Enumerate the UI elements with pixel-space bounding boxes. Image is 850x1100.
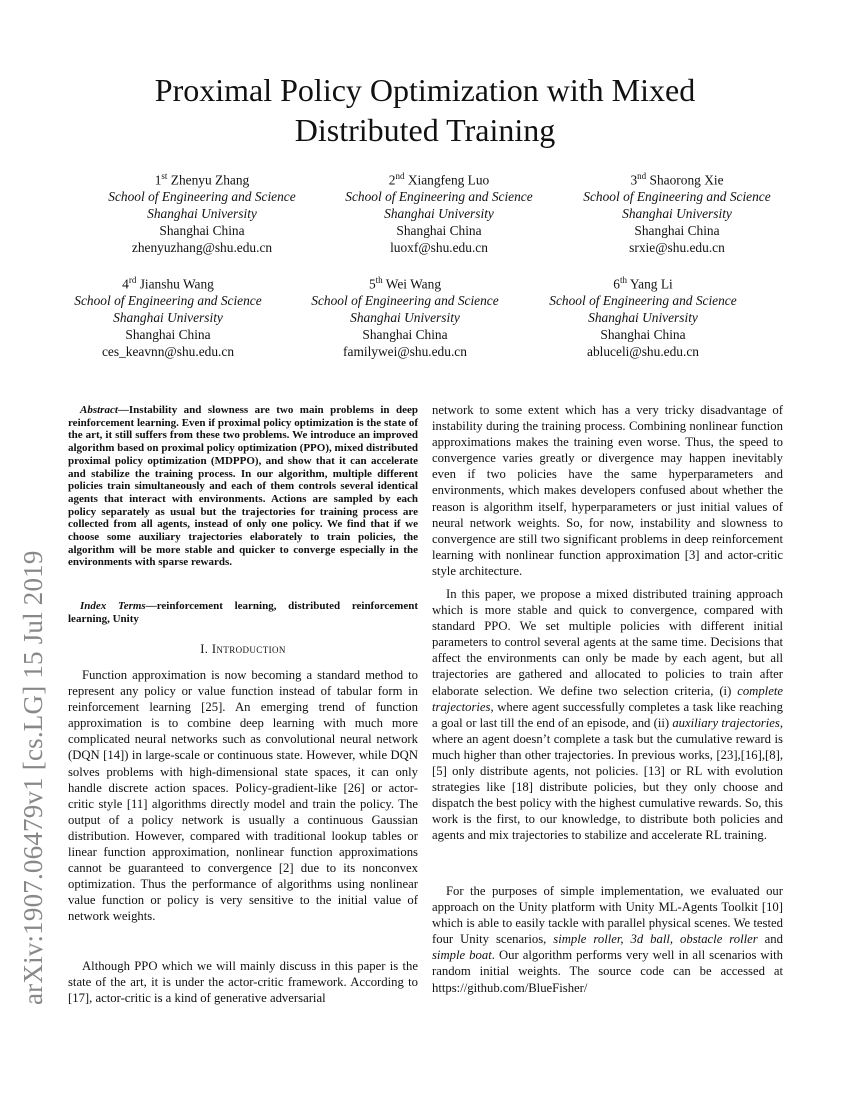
- author-email: luoxf@shu.edu.cn: [390, 240, 488, 256]
- term-auxiliary-trajectories: auxiliary trajectories: [672, 715, 780, 730]
- author-university: Shanghai University: [622, 206, 732, 222]
- author-block: [547, 168, 807, 256]
- index-terms: [68, 600, 418, 625]
- scenario-simple-boat: simple boat: [432, 948, 492, 963]
- author-school: School of Engineering and Science: [549, 293, 737, 309]
- section-title: Introduction: [211, 642, 286, 656]
- author-location: Shanghai China: [396, 223, 482, 239]
- section-heading: [68, 642, 418, 657]
- author-location: Shanghai China: [634, 223, 720, 239]
- author-school: School of Engineering and Science: [345, 189, 533, 205]
- scenario-names: simple roller, 3d ball, obstacle roller: [553, 932, 758, 947]
- author-name: 2nd Xiangfeng Luo: [388, 171, 490, 188]
- author-school: School of Engineering and Science: [108, 189, 296, 205]
- author-email: zhenyuzhang@shu.edu.cn: [131, 240, 273, 256]
- author-school: School of Engineering and Science: [311, 293, 499, 309]
- author-location: Shanghai China: [125, 327, 211, 343]
- right-paragraph-3: For the purposes of simple implementation, we evaluated our approach on the Unity platform with Unity ML-Agents Toolkit [10] which is able to easily tackle with parallel physical scenes. We tested four Unity scenarios, simple roller, 3d ball, obstacle roller and simple boat. Our algorithm performs very well in all scenarios with random initial weights. The source code can be accessed at https://github.com/BlueFisher/: [432, 884, 783, 995]
- author-block: [513, 272, 773, 360]
- right-paragraph-1: network to some extent which has a very tricky disadvantage of instability during the training process. Combining nonlinear function approximations makes the training even worse. Thus, the speed to convergence varies greatly or divergence may happen inevitably even if two policies have the same hyperparameters and environments, which makes developers confused about whether the reason is algorithm itself, hyperparameters or just initial values of neural network weights. So, for now, instability and slowness to convergence are still two significant problems in deep reinforcement learning with nonlinear function approximation [3] and actor-critic style architecture.: [432, 403, 783, 578]
- author-location: Shanghai China: [159, 223, 245, 239]
- author-location: Shanghai China: [600, 327, 686, 343]
- author-school: School of Engineering and Science: [583, 189, 771, 205]
- author-block: [38, 272, 298, 360]
- author-university: Shanghai University: [147, 206, 257, 222]
- author-name: 5th Wei Wang: [368, 275, 442, 292]
- author-university: Shanghai University: [588, 310, 698, 326]
- author-email: abluceli@shu.edu.cn: [587, 344, 699, 360]
- section-number: I.: [200, 642, 209, 656]
- author-email: ces_keavnn@shu.edu.cn: [101, 344, 235, 360]
- title-line-1: Proximal Policy Optimization with Mixed: [154, 72, 696, 108]
- paper-title: [70, 70, 780, 150]
- abstract-label: Abstract: [80, 404, 118, 416]
- author-block: [309, 168, 569, 256]
- author-university: Shanghai University: [350, 310, 460, 326]
- author-block: [72, 168, 332, 256]
- author-name: 6th Yang Li: [613, 275, 673, 292]
- author-school: School of Engineering and Science: [74, 293, 262, 309]
- author-university: Shanghai University: [113, 310, 223, 326]
- author-block: [275, 272, 535, 360]
- intro-paragraph-2: Although PPO which we will mainly discuss in this paper is the state of the art, it is under the actor-critic framework. According to [17], actor-critic is a kind of generative adversarial: [68, 959, 418, 1006]
- right-paragraph-2: In this paper, we propose a mixed distributed training approach which is more stable and quick to convergence, compared with standard PPO. We set multiple policies with different initial parameters to control several agents at the same time. Decisions that affect the environments can only be made by each agent, but all trajectories are gathered and allocated to policies to train after elaborate selection. We define two selection criteria, (i) complete trajectories, where agent successfully completes a task like reaching a goal or last till the end of an episode, and (ii) auxiliary trajectories, where an agent doesn’t complete a task but the cumulative reward is much higher than other trajectories. In previous works, [23],[16],[8],[5] only distribute agents, not policies. [13] or RL with evolution strategies like [18] distribute policies, but they only choose and dispatch the best policy with the highest cumulative rewards. So, this work is the first, to our knowledge, to distribute both policies and agents and mix trajectories to stabilize and accelerate RL training.: [432, 587, 783, 843]
- author-name: 4rd Jianshu Wang: [122, 275, 214, 292]
- abstract-text: —Instability and slowness are two main problems in deep reinforcement learning. Even if proximal policy optimization is the state of the art, it still suffers from these two problems. We introduce an improved algorithm based on proximal policy optimization (PPO), mixed distributed proximal policy optimization (MDPPO), and show that it can accelerate and stabilize the training process. In our algorithm, multiple different policies train simultaneously and each of them controls several identical agents that interact with environments. Actions are sampled by each policy separately as usual but the trajectories for training process are collected from all agents, instead of only one policy. We find that if we choose some auxiliary trajectories elaborately to train policies, the algorithm will be more stable and quicker to converge especially in the environments with sparse rewards.: [68, 404, 418, 569]
- term-complete-trajectories: complete trajectories: [432, 683, 783, 714]
- author-location: Shanghai China: [362, 327, 448, 343]
- title-line-2: Distributed Training: [294, 112, 556, 148]
- index-terms-label: Index Terms: [80, 600, 146, 612]
- author-name: 1st Zhenyu Zhang: [154, 171, 250, 188]
- author-university: Shanghai University: [384, 206, 494, 222]
- index-terms-text: —reinforcement learning, distributed reinforcement learning, Unity: [68, 600, 418, 625]
- author-name: 3nd Shaorong Xie: [630, 171, 724, 188]
- author-email: srxie@shu.edu.cn: [629, 240, 725, 256]
- arxiv-stamp: arXiv:1907.06479v1 [cs.LG] 15 Jul 2019: [18, 550, 48, 1005]
- author-email: familywei@shu.edu.cn: [343, 344, 467, 360]
- intro-paragraph-1: Function approximation is now becoming a standard method to represent any policy or value function instead of tabular form in reinforcement learning [25]. An emerging trend of function approximation is to combine deep learning with much more complicated neural networks such as convolutional neural network (DQN [14]) in large-scale or continuous state. However, while DQN solves problems with high-dimensional state spaces, it can only handle discrete action spaces. Policy-gradient-like [26] or actor-critic style [11] algorithms directly model and train the policy. The output of a policy network is usually a continuous Gaussian distribution. However, compared with traditional lookup tables or linear function approximation, nonlinear function approximations cannot be guaranteed to convergence [2] due to its nonconvex optimization. Thus the performance of algorithms using nonlinear value function or policy is very sensitive to the initial value of network weights.: [68, 668, 418, 924]
- abstract: [68, 404, 418, 569]
